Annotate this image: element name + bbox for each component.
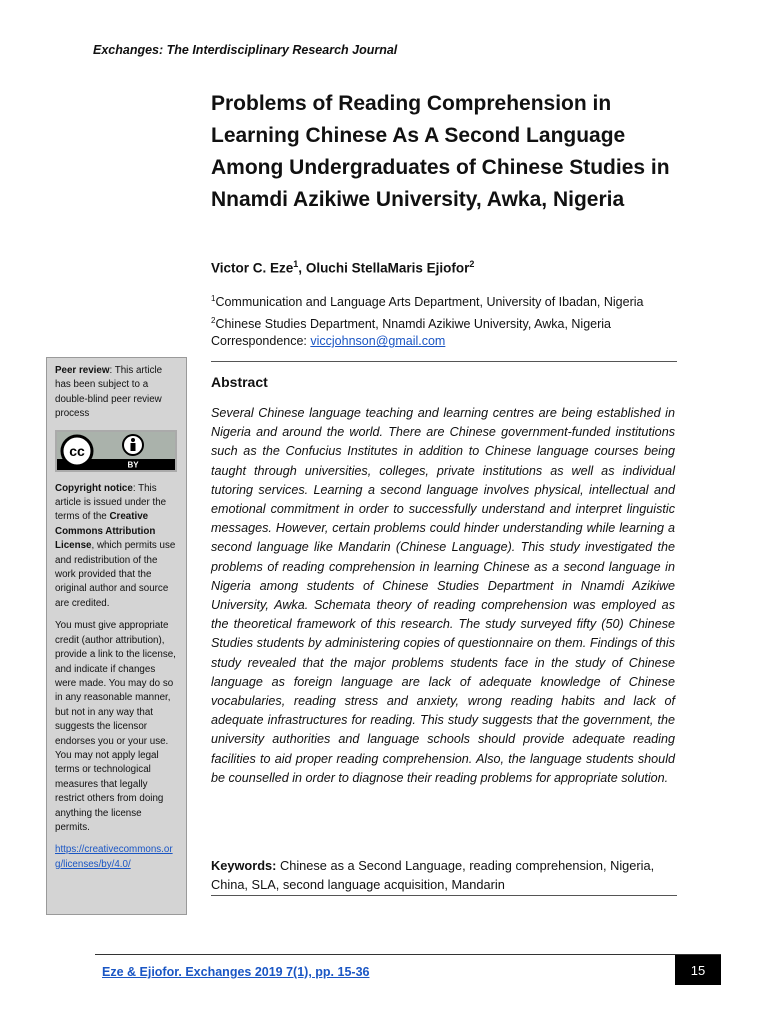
keywords-text: Chinese as a Second Language, reading comprehension, Nigeria, China, SLA, second language acquisition, Mandarin (211, 858, 655, 892)
abstract-text: Several Chinese language teaching and learning centres are being established in Nigeria and around the world. There are Chinese government-funded institutions such as the Confucius Institutes in addition to Chinese language courses being taught through universities, colleges, private institutions as well as individual tutoring services. Learning a second language involves physical, intellectual and emotional commitment in order to successfully understand and interpret linguistic messages. However, certain problems could hinder understanding while learning a second language like Mandarin (Chinese Language). This study investigated the problems of reading comprehension in learning Chinese as a second language in Nigeria among students of Chinese Studies Department in Nnamdi Azikiwe University, Awka. Schemata theory of reading comprehension was employed as the theoretical framework of this research. The study surveyed fifty (50) Chinese Studies students by administering copies of questionnaire on them. Findings of this study revealed that the major problems students face in the study of Chinese language as foreign language are lack of adequate knowledge of Chinese vocabularies, reading stress and anxiety, wrong reading habits and lack of adequate infrastructures for reading. This study suggests that the government, the university authorities and language schools should provide adequate reading facilities to aid proper reading comprehension. Also, the language students should be counselled in order to diagnose their reading problems for appropriate solution. (211, 406, 675, 785)
abstract-heading: Abstract (211, 374, 268, 390)
affiliation-item: $^1$Communication and Language Arts Department, University of Ibadan, Nigeria (211, 294, 644, 310)
keywords (211, 856, 675, 894)
author-superscript: 1 (293, 259, 299, 269)
license-sidebar (46, 357, 187, 915)
author-line (211, 259, 474, 276)
abstract-top-rule (211, 361, 677, 362)
person-icon (131, 438, 135, 442)
by-label: BY (127, 460, 139, 470)
affiliations (211, 290, 681, 351)
page-number: 15 (675, 955, 721, 985)
article-title: Problems of Reading Comprehension in Learning Chinese As A Second Language Among Undergraduates of Chinese Studies in Nnamdi Azikiwe University, Awka, Nigeria (211, 92, 670, 211)
license-url-link[interactable]: https://creativecommons.org/licenses/by/4.0/ (55, 844, 173, 870)
author-name: Victor C. Eze (211, 260, 294, 276)
peer-review-note: Peer review: This article has been subject to a double-blind peer review process (55, 365, 163, 420)
correspondence-email-link[interactable]: viccjohnson@gmail.com (310, 334, 446, 349)
affiliation-item: $^2$Chinese Studies Department, Nnamdi Azikiwe University, Awka, Nigeria (211, 315, 611, 331)
cc-by-icon (57, 432, 175, 470)
author-separator: , (298, 260, 306, 276)
license-terms: You must give appropriate credit (author attribution), provide a link to the license, and indicate if changes were made. You may do so in any reasonable manner, but not in any way that suggests the licensor endorses you or your use. You may not apply legal terms or technological measures that legally restrict others from doing anything the license permits. (55, 620, 176, 833)
cc-label: cc (69, 442, 85, 459)
author-name: Oluchi StellaMaris Ejiofor (305, 260, 470, 276)
cc-by-badge (55, 430, 177, 472)
author-superscript: 2 (469, 259, 475, 269)
footer-citation-link[interactable]: Eze & Ejiofor. Exchanges 2019 7(1), pp. 15-36 (102, 965, 370, 979)
footer-rule (95, 954, 721, 955)
abstract-bottom-rule (211, 895, 677, 896)
copyright-notice: Copyright notice: This article is issued under the terms of the Creative Commons Attribution License, which permits use and redistribution of the work provided that the original author and source are credited. (55, 482, 176, 609)
correspondence: Correspondence: viccjohnson@gmail.com (211, 334, 446, 349)
journal-name: Exchanges: The Interdisciplinary Research Journal (93, 43, 398, 57)
keywords-label: Keywords: (211, 858, 277, 873)
